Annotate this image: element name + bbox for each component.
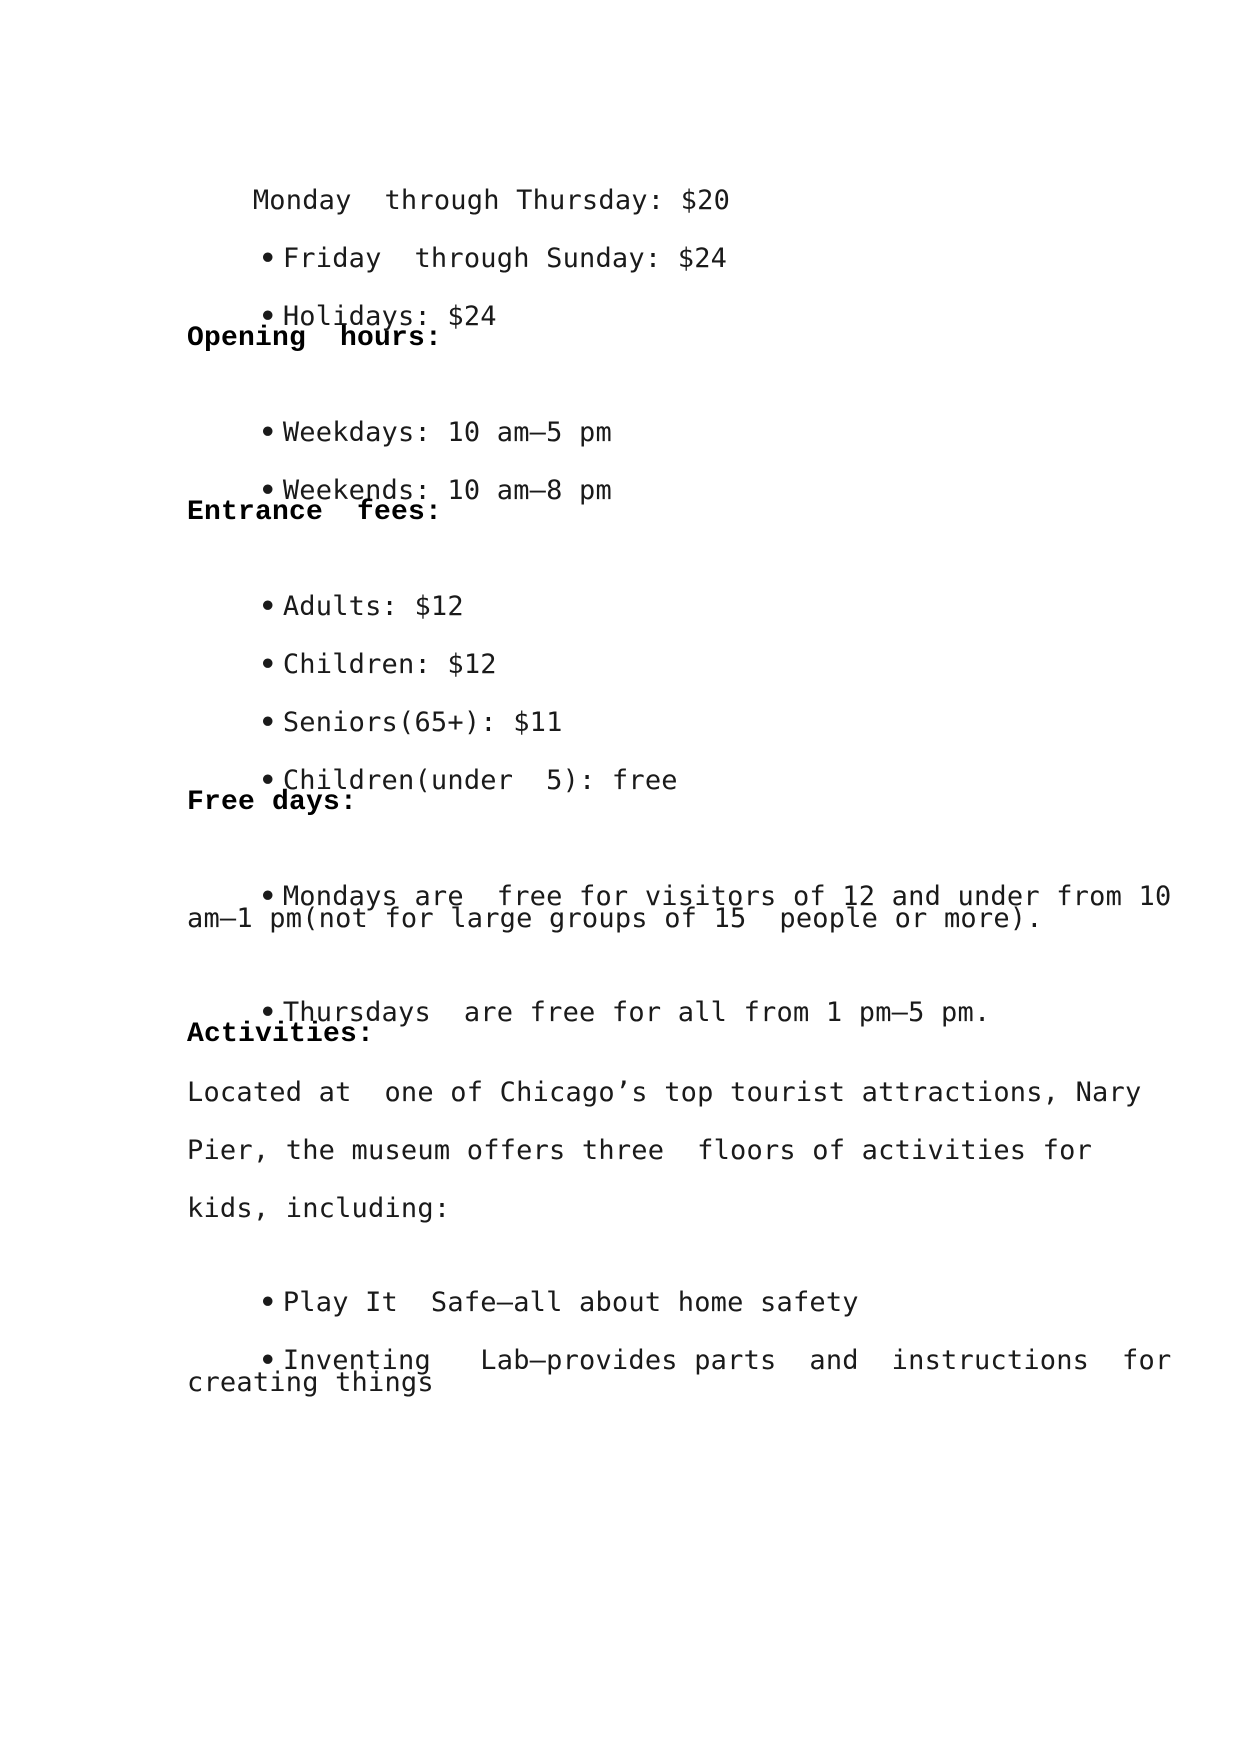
bullet: •	[259, 765, 277, 796]
bullet: •	[259, 591, 277, 622]
list-item-text: Weekdays: 10 am—5 pm	[282, 417, 612, 448]
activities-heading: Activities:	[187, 1019, 375, 1050]
list-item-continuation: am—1 pm(not for large groups of 15 people or more).	[187, 903, 1043, 934]
list-item-text: Inventing Lab—provides parts and instructions for	[282, 1345, 1172, 1376]
entrance-fees-heading: Entrance fees:	[187, 497, 443, 528]
list-item-text: Play It Safe—all about home safety	[282, 1287, 859, 1318]
bullet: •	[259, 475, 277, 506]
list-item-text: Seniors(65+): $11	[282, 707, 563, 738]
list-item-text: Weekends: 10 am—8 pm	[282, 475, 612, 506]
list-item-text: Thursdays are free for all from 1 pm—5 pm.	[282, 997, 991, 1028]
bullet: •	[259, 1345, 277, 1376]
paragraph-line: Located at one of Chicago’s top tourist attractions, Nary	[187, 1077, 1142, 1108]
paragraph-line: kids, including:	[187, 1193, 451, 1224]
free-days-heading: Free days:	[187, 787, 358, 818]
price-text: Friday through Sunday: $24	[282, 243, 728, 274]
bullet: •	[259, 707, 277, 738]
bullet: •	[259, 1287, 277, 1318]
opening-hours-heading: Opening hours:	[187, 323, 443, 354]
bullet: •	[259, 649, 277, 680]
paragraph-line: Pier, the museum offers three floors of activities for	[187, 1135, 1093, 1166]
bullet: •	[259, 997, 277, 1028]
price-text: Holidays: $24	[282, 301, 497, 332]
list-item-text: Children(under 5): free	[282, 765, 678, 796]
list-item-text: Children: $12	[282, 649, 497, 680]
list-item-continuation: creating things	[187, 1367, 434, 1398]
list-item-text: Adults: $12	[282, 591, 464, 622]
bullet: •	[259, 417, 277, 448]
bullet: •	[259, 881, 277, 912]
price-text: Monday through Thursday: $20	[252, 185, 731, 216]
bullet: •	[259, 243, 277, 274]
bullet: •	[259, 301, 277, 332]
list-item-text: Mondays are free for visitors of 12 and under from 10	[282, 881, 1172, 912]
